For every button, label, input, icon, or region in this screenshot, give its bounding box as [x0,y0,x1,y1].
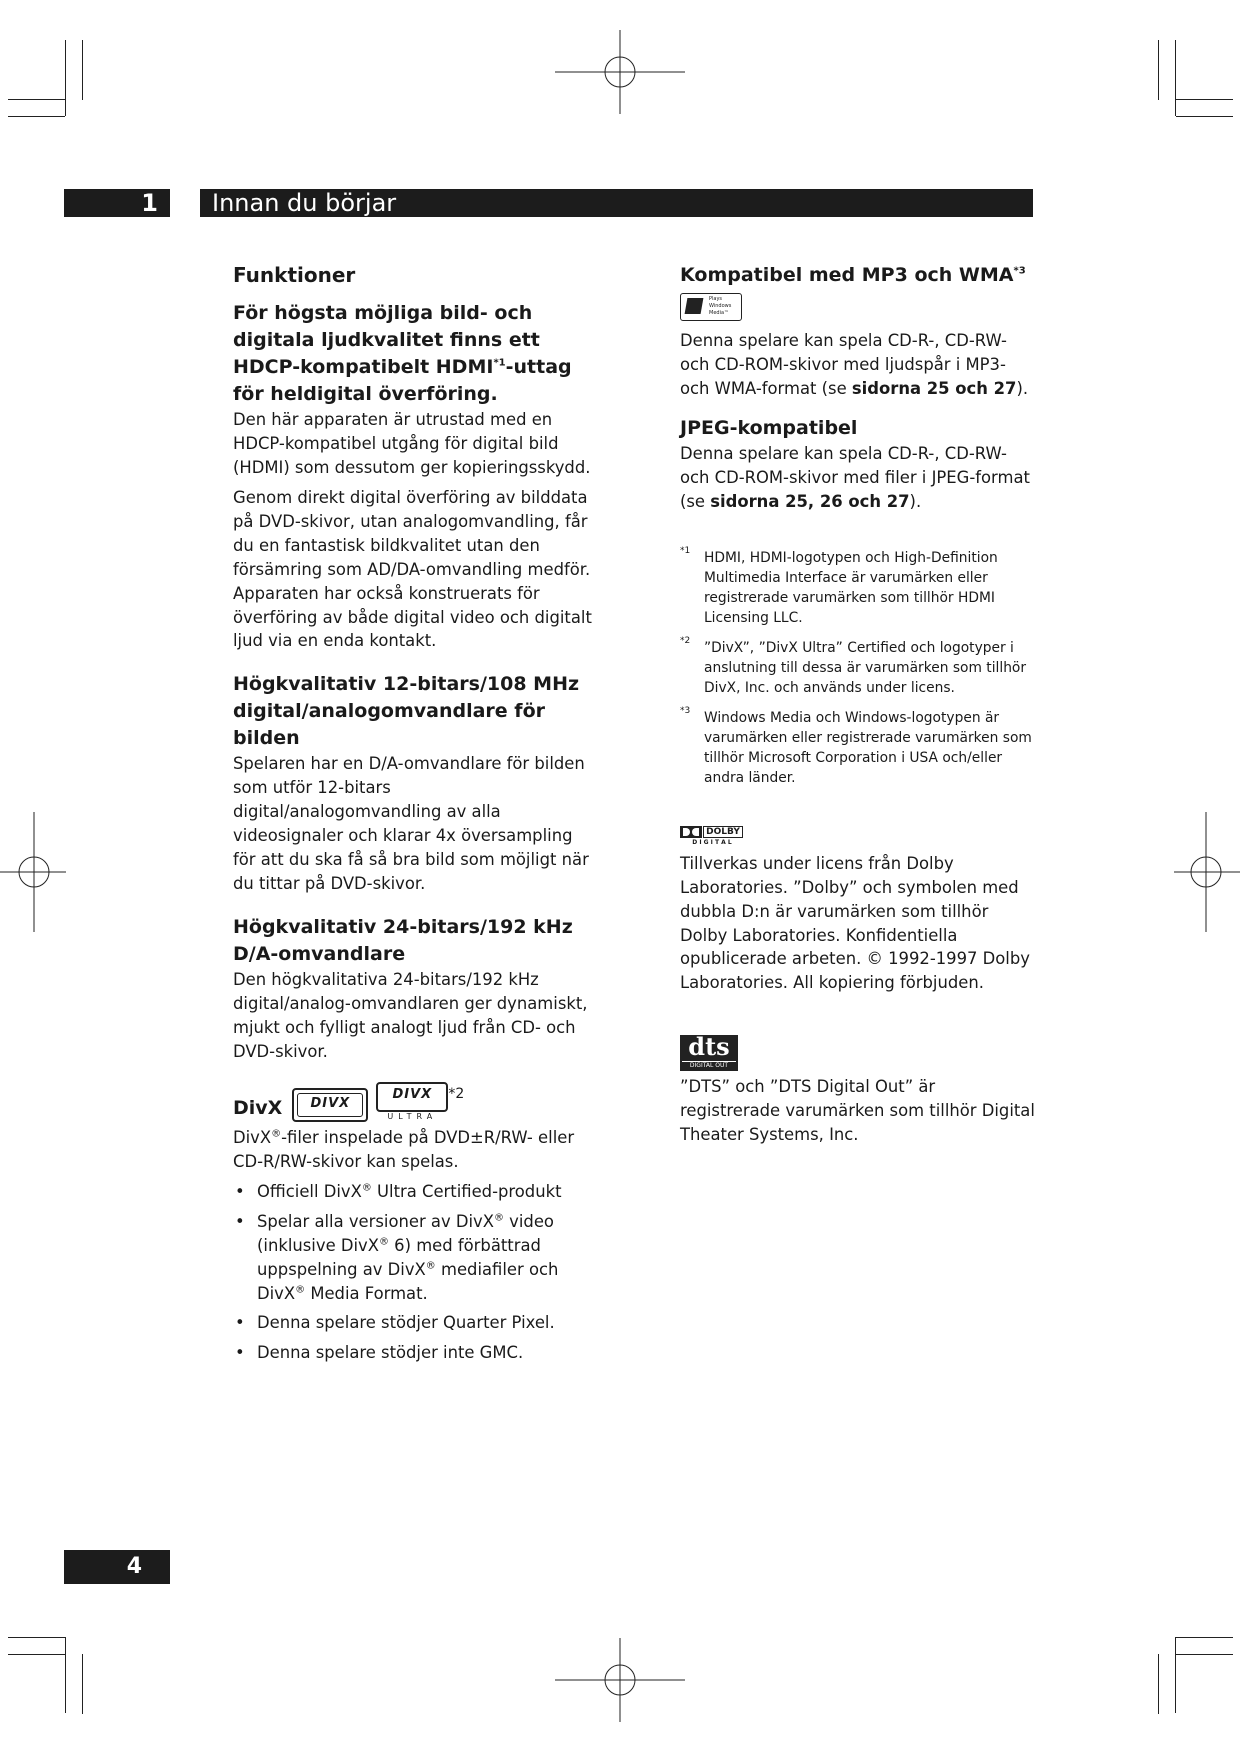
divx-title-row [233,1082,593,1122]
section-video-dac-title: Högkvalitativ 12-bitars/108 MHz digital/analogomvandlare för bilden [233,673,580,750]
footnote-ref: *1 [493,357,506,369]
list-item: • Spelar alla versioner av DivX® video (inklusive DivX® 6) med förbättrad uppspelning av DivX® mediafiler och DivX® Media Format. [233,1210,593,1306]
list-item: • Denna spelare stödjer Quarter Pixel. [233,1311,593,1335]
section-hdmi-p2: Genom direkt digital överföring av bilddata på DVD-skivor, utan analogomvandling, får du en fantastisk bildkvalitet utan den försämring som AD/DA-omvandling medför. Apparaten har också konstruerats för överföring av både digital video och digitalt ljud via en enda kontakt. [233,487,592,651]
section-audio-dac-p1: Den högkvalitativa 24-bitars/192 kHz digital/analog-omvandlaren ger dynamiskt, mjukt och fylligt analogt ljud från CD- och DVD-skivor. [233,969,588,1061]
page-number-box [64,1550,170,1584]
section-divx [233,1082,593,1366]
section-audio-dac-title: Högkvalitativ 24-bitars/192 kHz D/A-omvandlare [233,916,573,965]
dolby-text: Tillverkas under licens från Dolby Laboratories. ”Dolby” och symbolen med dubbla D:n är varumärken som tillhör Dolby Laboratories. Konfidentiella opublicerade arbeten. © 1992-1997 Dolby Laboratories. All kopiering förbjuden. [680,853,1030,993]
section-dts [680,1032,1040,1147]
divx-logo: DIVX [292,1088,368,1122]
footnote: *2 ”DivX”, ”DivX Ultra” Certified och logotyper i anslutning till dessa är varumärken som tillhör DivX, Inc. och används under licens. [680,635,1027,696]
dolby-digital-logo: DOLBY D I G I T A L [680,826,744,848]
dts-logo: dts DIGITAL OUT [680,1035,738,1071]
footnotes [680,545,1040,788]
jpeg-text: Denna spelare kan spela CD-R-, CD-RW- och CD-ROM-skivor med filer i JPEG-format (se sidorna 25, 26 och 27). [680,443,1030,511]
mp3-wma-title: Kompatibel med MP3 och WMA$^{*3}$ [680,264,1026,286]
footnote: *1 HDMI, HDMI-logotypen och High-Definition Multimedia Interface är varumärken eller registrerade varumärken som tillhör HDMI Licensing LLC. [680,545,998,626]
section-hdmi-p1: Den här apparaten är utrustad med en HDCP-kompatibel utgång för digital bild (HDMI) som dessutom ger kopieringsskydd. [233,409,591,477]
divx-title: DivX [233,1096,283,1119]
registration-mark-left [0,812,66,932]
divx-ultra-logo: DIVX ULTRA [376,1082,448,1122]
windows-media-logo: Plays Windows Media™ [680,293,742,321]
dts-text: ”DTS” och ”DTS Digital Out” är registrerade varumärken som tillhör Digital Theater Systems, Inc. [680,1077,1035,1145]
section-video-dac [233,671,593,896]
section-hdmi [233,300,593,653]
section-hdmi-title: För högsta möjliga bild- och digitala ljudkvalitet finns ett HDCP-kompatibelt HDMI$^{*1}$-uttag för heldigital överföring. [233,302,572,405]
right-column [680,262,1040,1165]
features-heading: Funktioner [233,263,356,287]
section-mp3-wma [680,262,1040,401]
windows-flag-icon [685,298,704,314]
divx-footnote-ref: *2 [448,1085,465,1102]
chapter-title-bar [200,189,1033,217]
section-dolby [680,826,1040,996]
chapter-title: Innan du börjar [212,189,397,217]
mp3-wma-text: Denna spelare kan spela CD-R-, CD-RW- och CD-ROM-skivor med ljudspår i MP3- och WMA-format (se sidorna 25 och 27). [680,330,1029,398]
section-video-dac-p1: Spelaren har en D/A-omvandlare för bilden som utför 12-bitars digital/analogomvandling av alla videosignaler och klarar 4x översampling för att du ska få så bra bild som möjligt när du tittar på DVD-skivor. [233,754,589,894]
list-item: • Denna spelare stödjer inte GMC. [233,1341,593,1365]
left-column [233,262,593,1383]
section-jpeg [680,415,1040,514]
registration-mark-top [555,30,685,114]
divx-feature-list [233,1180,593,1366]
chapter-number-box [64,189,170,217]
chapter-number: 1 [141,189,158,217]
footnote: *3 Windows Media och Windows-logotypen är varumärken eller registrerade varumärken som tillhör Microsoft Corporation i USA och/eller andra länder. [680,705,1032,786]
page-number: 4 [126,1554,142,1579]
registration-mark-bottom [555,1638,685,1722]
list-item: • Officiell DivX® Ultra Certified-produkt [233,1180,593,1204]
jpeg-title: JPEG-kompatibel [680,416,858,439]
registration-mark-right [1174,812,1240,932]
section-audio-dac [233,914,593,1064]
divx-intro: DivX®-filer inspelade på DVD±R/RW- eller CD-R/RW-skivor kan spelas. [233,1127,575,1171]
